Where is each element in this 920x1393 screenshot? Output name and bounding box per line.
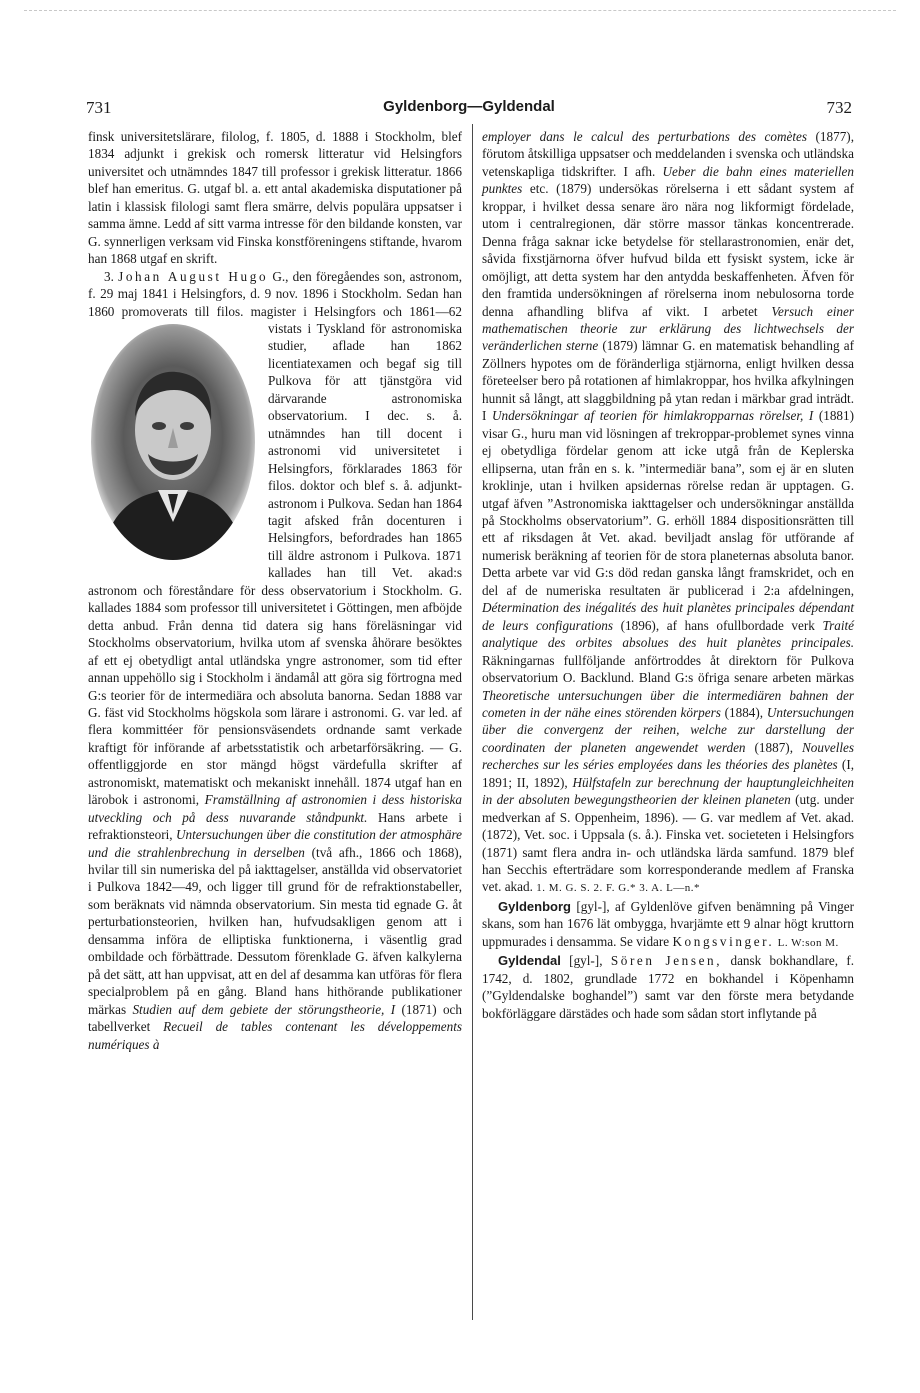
text-run: (två afh., 1866 och 1868), hvilar till sin numeriska del på iakttagelser, anställda vid observatoriet i Pulkova 1842—49, och ligger till grund för de refraktionstabeller, som beräknats vid nämnda observatorium. Sin mesta tid egnade G. åt perturbationsteorien, hvilken han, hufvudsakligen genom att i densamma införa de elliptiska funktionerna, i väsentlig grad ombildade och förbättrade. Dessutom förenklade G. äfven kalkylerna på det sätt, att han uppvisat, att en del af desamma kan utföras för flera specialproblem på en gång. Bland hans hithörande publikationer märkas bbox=[88, 844, 462, 1017]
entry-gyldenborg bbox=[482, 898, 854, 952]
text-run: [gyl-], bbox=[569, 953, 603, 969]
work-title: Theoretische untersuchungen über die intermediären bahnen der cometen in der nähe eines störenden körpers bbox=[482, 687, 854, 720]
portrait-engraving bbox=[88, 322, 258, 566]
text-run: (1884), bbox=[724, 704, 764, 720]
text-run: (1887), bbox=[754, 739, 793, 755]
text-run: (I, 1891; II, 1892), bbox=[482, 757, 855, 790]
work-title: employer dans le calcul des perturbations des comètes bbox=[482, 129, 807, 144]
text-run: (1896), af hans ofullbordade verk bbox=[620, 617, 815, 633]
right-page-number: 732 bbox=[826, 98, 852, 117]
author-signature: L. W:son M. bbox=[777, 936, 839, 949]
entry-johan-august-hugo bbox=[88, 268, 462, 1053]
left-column bbox=[88, 128, 462, 1053]
portrait-image bbox=[88, 322, 258, 566]
text-run: (utg. under medverkan af S. Oppenheim, 1896). — G. var medlem af Vet. akad. (1872), Vet. soc. i Uppsala (s. å.). Finska vet. societeten i Helsingfors (1871) samt flera andra in- och utländska lärda samfund. 1879 blef han Secchis efterträdare som korresponderande medlem af Franska vet. akad. bbox=[482, 792, 854, 895]
entry-number: 3. bbox=[104, 268, 114, 284]
work-title: Recueil de tables contenant les développements numériques à bbox=[88, 1019, 463, 1052]
cross-reference: Kongsvinger. bbox=[672, 933, 775, 949]
column-divider bbox=[472, 124, 473, 1320]
work-title: Untersuchungen über die constitution der atmosphäre und die strahlenbrechung in derselben bbox=[88, 827, 462, 860]
author-signature: 1. M. G. S. 2. F. G.* 3. A. L—n.* bbox=[536, 882, 701, 895]
text-run: [gyl-], af Gyldenlöve gifven benämning på Vinger skans, som han 1676 lät ombygga, hvarjämte ett 9 alnar högt kruttorn uppmurades i densamma. Se vidare bbox=[482, 898, 854, 949]
entry-gyldendal bbox=[482, 952, 854, 1022]
text-run bbox=[88, 269, 462, 808]
paragraph-continuation bbox=[88, 128, 462, 268]
text-run: Räkningarnas fullföljande anförtroddes åt direktorn för Pulkova observatorium O. Backlund. Bland G:s öfriga senare arbeten märkas bbox=[482, 652, 854, 686]
work-title: Undersökningar af teorien för himlakropparnas rörelser, I bbox=[491, 408, 814, 424]
work-title: Studien auf dem gebiete der störungstheorie, I bbox=[132, 1001, 396, 1017]
paragraph-continuation bbox=[482, 128, 854, 898]
person-name: Sören Jensen, bbox=[610, 953, 723, 969]
work-title: Ueber die bahn eines materiellen punktes bbox=[482, 163, 855, 197]
work-title: Nouvelles recherches sur les séries employées dans les théories des planètes bbox=[482, 739, 855, 773]
text-run: dansk bokhandlare, f. 1742, d. 1802, grundlade 1772 en bokhandel i Köpenhamn (”Gyldendalske boghandel”) samt var den förste mera betydande bokförläggare därstädes och hade som sådan stort inflytande på bbox=[482, 953, 855, 1021]
text-run: G., den föregåendes son, astronom, f. 29 maj 1841 i Helsingfors, d. 9 nov. 1896 i Stockholm. Sedan han 1860 promoverats till filos. magister i Helsingfors och 1861—62 bbox=[88, 268, 462, 319]
left-page-number: 731 bbox=[86, 98, 112, 117]
work-title: Untersuchungen über die convergenz der reihen, welche zur darstellung der coordinaten der planeten angewendet werden bbox=[482, 704, 855, 755]
entry-headword: Gyldenborg bbox=[498, 898, 571, 914]
work-title: Traité analytique des orbites absolues des huit planètes principales. bbox=[482, 617, 855, 651]
work-title: Framställning af astronomien i dess historiska utveckling och på dess nuvarande ståndpunkt. bbox=[88, 792, 462, 825]
text-run: vistats i Tyskland för astronomiska studier, aflade han 1862 licentiatexamen och begaf sig till Pulkova för att tjänstgöra vid därvarande astronomiska observatorium. I dec. s. å. utnämndes han till docent i astronomi vid universitetet i Helsingfors, förklarades 1863 för filos. doktor och blef s. å. adjunkt-astronom i Pulkova. Sedan han 1864 tagit afsked från docenturen i Helsingfors, befordrades han 1865 till äldre astronom i Pulkova. 1871 kallades han till Vet. akad:s astronom och föreståndare för dess observatorium i Stockholm. G. kallades 1884 som professor till universitetet i Göttingen, men afböjde detta anbud. Från denna tid datera sig hans föreläsningar vid Stockholms observatorium, hvilka utom af svenska åhörare besöktes af ett ej obetydligt antal utländska yngre astronomer, som tid efter annan uppehöllo sig i Stockholm i ändamål att göra sig förtrogna med G:s teorier för de intermediära och absoluta banorna. Sedan 1888 var G. fäst vid Stockholms högskola som lärare i astronomi. G. var led. af flera kommittéer för pensionsväsendets ordnande samt verkade kraftigt för införande af arbetsstatistik och arbetarförsäkring. — G. offentliggjorde en stor mängd högst värdefulla skrifter af astronomiskt, matematiskt och mekaniskt innehåll. 1874 utgaf han en lärobok i astronomi, bbox=[88, 320, 462, 808]
work-title: Détermination des inégalités des huit planètes principales dépendant de leurs configurations bbox=[482, 600, 854, 633]
text-run: (1877), förutom åtskilliga uppsatser och meddelanden i svenska och utländska vetenskapliga tidskrifter. I afh. bbox=[482, 129, 854, 179]
right-column bbox=[482, 128, 854, 1022]
text-run: etc. (1879) undersökas rörelserna i ett sådant system af kroppar, i hvilket dessa senare äro nära nog likformigt fördelade, utom i centralregionen, där större massor tänkas koncentrerade. Denna fråga saknar icke betydelse för stellarastronomien, enär det, såvida fixstjärnorna öfver hufvud bilda ett fysiskt system, icke är omöjligt, att detta system har den antydda beskaffenheten. Äfven för den framtida undersökningen af rörelserna inom nebulosorna torde denna afhandling blifva af vikt. I arbetet bbox=[482, 181, 854, 319]
person-name: Johan August Hugo bbox=[118, 268, 269, 284]
running-title: Gyldenborg—Gyldendal bbox=[383, 98, 555, 115]
text-run: finsk universitetslärare, filolog, f. 1805, d. 1888 i Stockholm, blef 1834 adjunkt i grekisk och romersk litteratur vid Helsingfors universitet och utnämndes 1847 till professor i grekisk litteratur. 1866 blef han emeritus. G. utgaf bl. a. ett antal akademiska disputationer på latin i klassisk filologi samt flera smärre, delvis populära uppsatser i samma ämne. Ledd af sitt varma intresse för den bildande konsten, var G. synnerligen verksam vid Finska konstföreningens stiftande, hvarom han 1868 utgaf en skrift. bbox=[88, 129, 462, 267]
page-header bbox=[86, 98, 852, 122]
top-rule bbox=[24, 10, 896, 11]
text-run: (1881) visar G., huru man vid lösningen af trekroppar-problemet synes vinna ej obetydliga fördelar genom att icke utgå från de Keplerska ellipserna, utan från en s. k. ”intermediär bana”, som ej är en sluten kroklinje, utan i hvilken apsidernas rörelse redan är upptagen. G. utgaf äfven ”Astronomiska iakttagelser och undersökningar anställda på Stockholms observatorium”. G. erhöll 1884 dispositionsrätten till ett af riksdagen åt Vet. akad. beviljadt anslag för utförande af numerisk beräkning af teorien för de stora planeternas absoluta banor. Detta arbete var vid G:s död redan ganska långt framskridet, och en del af de numeriska resultaten är publicerad i 2:a afdelningen, bbox=[482, 408, 854, 598]
work-title: Hülfstafeln zur berechnung der hauptungleichheiten in der absoluten bewegungstheorien der kleinen planeten bbox=[482, 774, 855, 808]
text-run: (1871) och tabellverket bbox=[88, 1001, 463, 1035]
text-run: Hans arbete i refraktionsteori, bbox=[88, 809, 463, 843]
work-title: Versuch einer mathematischen theorie zur erklärung des lichtwechsels der veränderlichen sterne bbox=[482, 303, 854, 354]
text-run: (1879) lämnar G. en matematisk behandling af Zöllners hypotes om de föränderliga stjärnorna, enligt hvilken dessa företeelser bero på rotationen af himlakroppar, hos hvilka afkylningen hunnit så långt, att slaggbildning på ytan redan i märkbar grad inträdt. I bbox=[482, 338, 854, 424]
entry-headword: Gyldendal bbox=[498, 953, 561, 969]
